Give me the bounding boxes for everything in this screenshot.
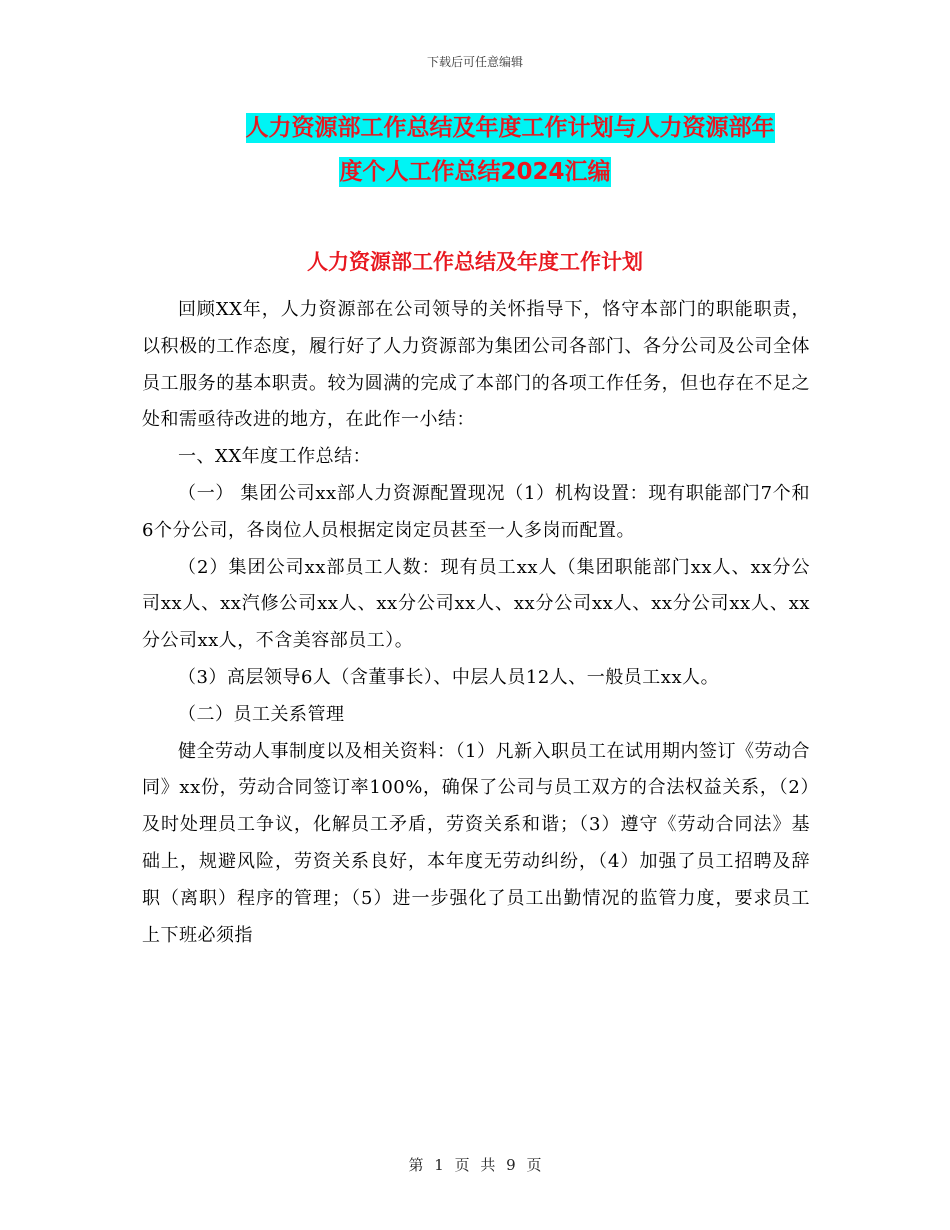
paragraph-subsection-1: （一） 集团公司xx部人力资源配置现况（1）机构设置：现有职能部门7个和6个分公司，各岗位人员根据定岗定员甚至一人多岗而配置。 [142,482,810,541]
section-heading: 人力资源部工作总结及年度工作计划 [307,250,643,274]
document-title-line1: 人力资源部工作总结及年度工作计划与人力资源部年 [245,115,775,141]
document-body [142,292,810,954]
paragraph-heading-1: 一、XX年度工作总结： [178,446,372,468]
paragraph-staff-levels: （3）高层领导6人（含董事长）、中层人员12人、一般员工xx人。 [178,666,720,688]
page-header-note: 下载后可任意编辑 [426,55,523,69]
paragraph-subsection-2: （二）员工关系管理 [178,703,345,725]
paragraph-intro: 回顾XX年，人力资源部在公司领导的关怀指导下，恪守本部门的职能职责，以积极的工作态度，履行好了人力资源部为集团公司各部门、各分公司及公司全体员工服务的基本职责。较为圆满的完成了本部门的各项工作任务，但也存在不足之处和需亟待改进的地方，在此作一小结： [142,299,810,431]
document-title-line2: 度个人工作总结2024汇编 [339,159,611,185]
paragraph-staff-count: （2）集团公司xx部员工人数：现有员工xx人（集团职能部门xx人、xx分公司xx人、xx汽修公司xx人、xx分公司xx人、xx分公司xx人、xx分公司xx人、xx分公司xx人，不含美容部员工）。 [142,556,810,652]
document-title [120,106,830,194]
paragraph-employee-relations: 健全劳动人事制度以及相关资料：（1）凡新入职员工在试用期内签订《劳动合同》xx份，劳动合同签订率100%，确保了公司与员工双方的合法权益关系，（2）及时处理员工争议，化解员工矛盾，劳资关系和谐；（3）遵守《劳动合同法》基础上，规避风险，劳资关系良好，本年度无劳动纠纷，（4）加强了员工招聘及辞职（离职）程序的管理；（5）进一步强化了员工出勤情况的监管力度，要求员工上下班必须指 [142,740,810,946]
page-number: 第 1 页 共 9 页 [408,1156,542,1174]
